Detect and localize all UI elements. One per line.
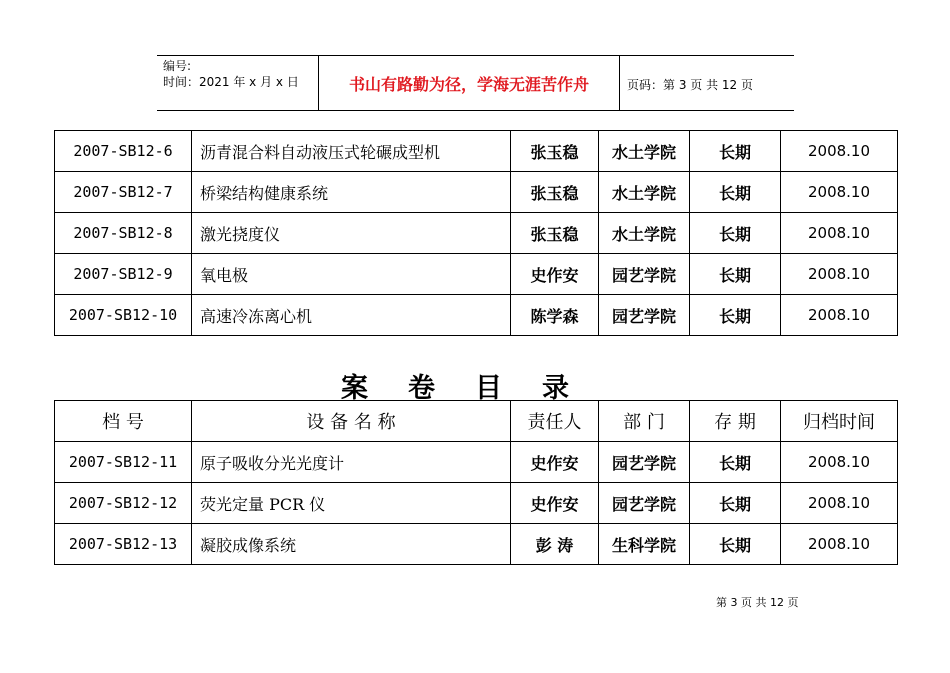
table-row — [55, 213, 898, 254]
header-name: 设 备 名 称 — [192, 401, 511, 442]
cell-term: 长期 — [690, 172, 781, 213]
cell-name: 原子吸收分光光度计 — [192, 442, 511, 483]
cell-code: 2007-SB12-12 — [55, 483, 192, 524]
table-row — [55, 295, 898, 336]
header-date: 归档时间 — [781, 401, 898, 442]
cell-person: 张玉稳 — [511, 131, 599, 172]
cell-name: 桥梁结构健康系统 — [192, 172, 511, 213]
cell-dept: 园艺学院 — [599, 295, 690, 336]
cell-person: 彭 涛 — [511, 524, 599, 565]
cell-name: 凝胶成像系统 — [192, 524, 511, 565]
cell-person: 张玉稳 — [511, 172, 599, 213]
cell-term: 长期 — [690, 213, 781, 254]
page-footer: 第 3 页 共 12 页 — [716, 596, 799, 609]
number-label: 编号: — [163, 59, 192, 73]
cell-date: 2008.10 — [781, 131, 898, 172]
cell-dept: 园艺学院 — [599, 254, 690, 295]
table-row — [55, 131, 898, 172]
catalog-title: 案卷目录 — [341, 373, 609, 404]
cell-term: 长期 — [690, 254, 781, 295]
table-header-row — [55, 401, 898, 442]
table-row — [55, 524, 898, 565]
cell-code: 2007-SB12-10 — [55, 295, 192, 336]
header-term: 存 期 — [690, 401, 781, 442]
table-row — [55, 254, 898, 295]
cell-person: 张玉稳 — [511, 213, 599, 254]
header-dept: 部 门 — [599, 401, 690, 442]
cell-date: 2008.10 — [781, 524, 898, 565]
time-label: 时间：2021 年 x 月 x 日 — [163, 75, 299, 89]
cell-name: 激光挠度仪 — [192, 213, 511, 254]
cell-person: 史作安 — [511, 254, 599, 295]
cell-term: 长期 — [690, 131, 781, 172]
cell-name: 氧电极 — [192, 254, 511, 295]
cell-code: 2007-SB12-6 — [55, 131, 192, 172]
equipment-table-continued — [54, 130, 898, 336]
cell-code: 2007-SB12-8 — [55, 213, 192, 254]
cell-dept: 水土学院 — [599, 172, 690, 213]
cell-person: 史作安 — [511, 442, 599, 483]
page-header — [157, 55, 794, 111]
cell-code: 2007-SB12-9 — [55, 254, 192, 295]
cell-date: 2008.10 — [781, 172, 898, 213]
cell-dept: 园艺学院 — [599, 483, 690, 524]
cell-term: 长期 — [690, 295, 781, 336]
cell-date: 2008.10 — [781, 483, 898, 524]
cell-code: 2007-SB12-13 — [55, 524, 192, 565]
cell-name: 高速冷冻离心机 — [192, 295, 511, 336]
equipment-table — [54, 400, 898, 565]
table-row — [55, 483, 898, 524]
cell-term: 长期 — [690, 524, 781, 565]
cell-code: 2007-SB12-11 — [55, 442, 192, 483]
header-page-info: 页码：第 3 页 共 12 页 — [627, 78, 753, 92]
motto-box — [318, 56, 620, 110]
cell-dept: 园艺学院 — [599, 442, 690, 483]
motto-text: 书山有路勤为径，学海无涯苦作舟 — [348, 74, 589, 94]
cell-person: 史作安 — [511, 483, 599, 524]
cell-term: 长期 — [690, 483, 781, 524]
cell-name: 荧光定量 PCR 仪 — [192, 483, 511, 524]
header-meta — [163, 58, 299, 90]
cell-dept: 水土学院 — [599, 213, 690, 254]
cell-term: 长期 — [690, 442, 781, 483]
cell-person: 陈学森 — [511, 295, 599, 336]
header-code: 档 号 — [55, 401, 192, 442]
cell-code: 2007-SB12-7 — [55, 172, 192, 213]
cell-dept: 水土学院 — [599, 131, 690, 172]
cell-date: 2008.10 — [781, 295, 898, 336]
cell-date: 2008.10 — [781, 213, 898, 254]
cell-name: 沥青混合料自动液压式轮碾成型机 — [192, 131, 511, 172]
cell-dept: 生科学院 — [599, 524, 690, 565]
header-person: 责任人 — [511, 401, 599, 442]
table-row — [55, 172, 898, 213]
cell-date: 2008.10 — [781, 442, 898, 483]
table-row — [55, 442, 898, 483]
cell-date: 2008.10 — [781, 254, 898, 295]
